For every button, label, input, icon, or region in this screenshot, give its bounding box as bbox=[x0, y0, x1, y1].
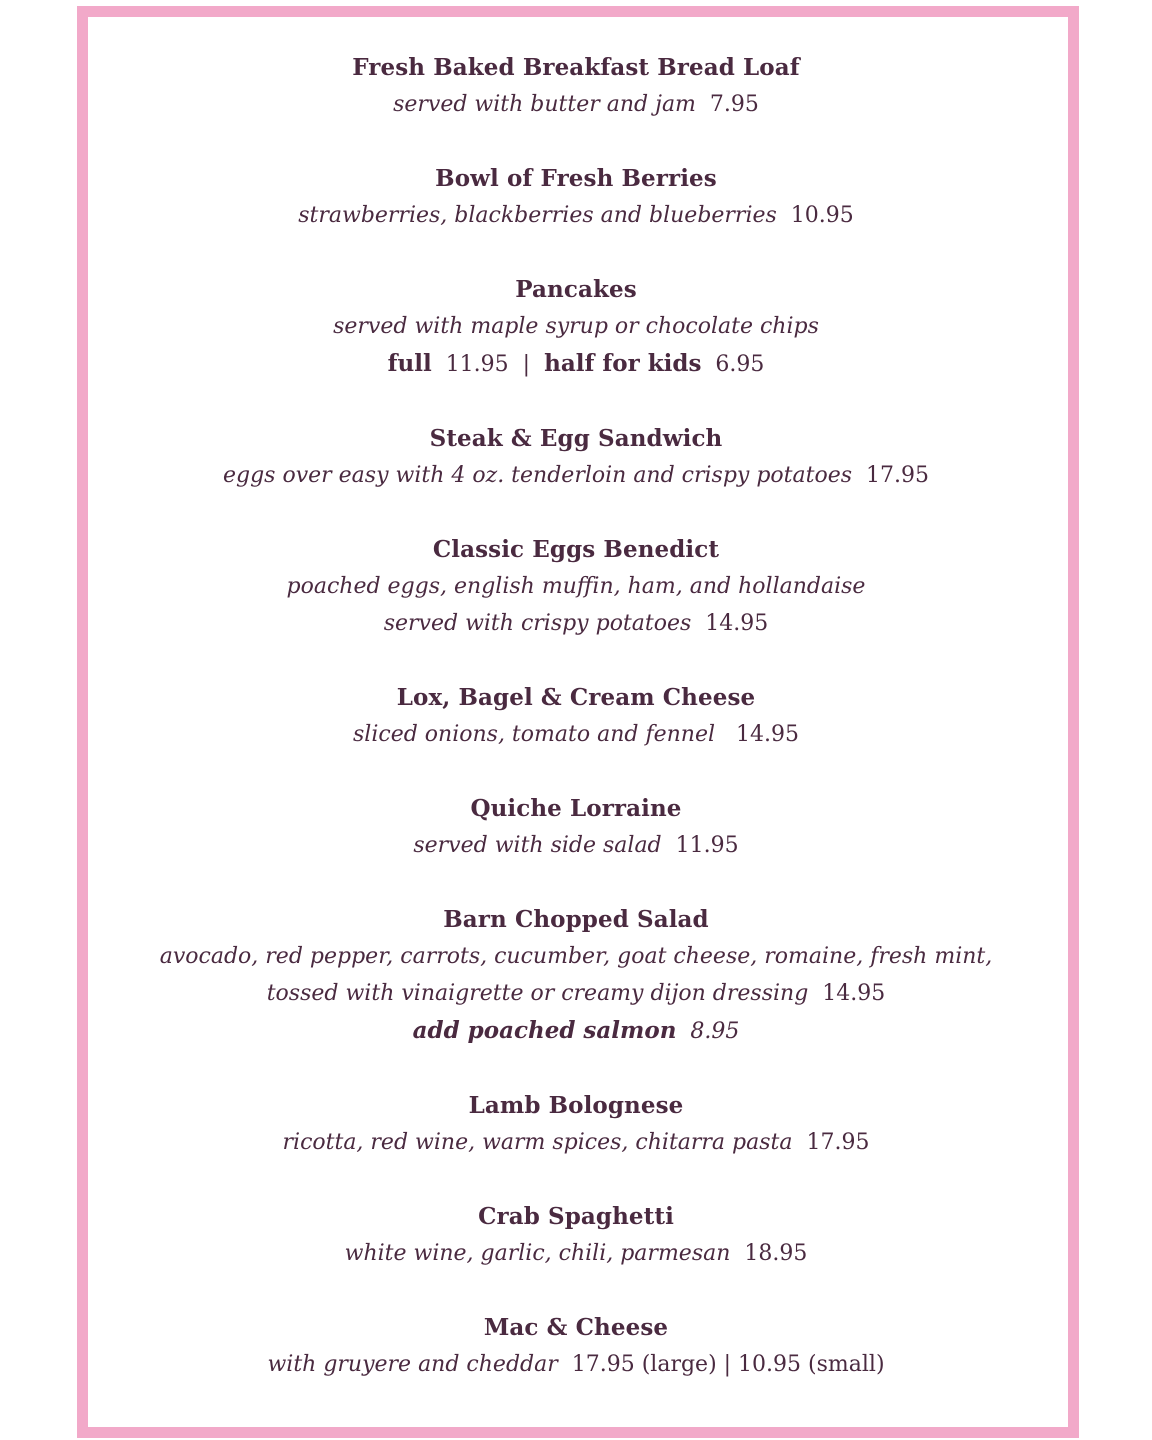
item-description bbox=[0, 827, 1152, 864]
item-description bbox=[0, 1346, 1152, 1383]
full-label: full bbox=[387, 350, 432, 377]
item-price: 11.95 bbox=[675, 833, 739, 858]
item-description-line2 bbox=[0, 975, 1152, 1012]
item-description-line2 bbox=[0, 605, 1152, 642]
menu-item-lamb-bolognese bbox=[0, 1087, 1152, 1161]
item-description bbox=[0, 197, 1152, 234]
menu-item-crab-spaghetti bbox=[0, 1198, 1152, 1272]
item-description bbox=[0, 1235, 1152, 1272]
item-price: 14.95 bbox=[705, 611, 769, 636]
menu-item-chopped-salad bbox=[0, 901, 1152, 1050]
menu-item-mac-cheese bbox=[0, 1309, 1152, 1383]
menu-item-steak-egg bbox=[0, 420, 1152, 494]
menu-item-lox-bagel bbox=[0, 679, 1152, 753]
item-price: 14.95 bbox=[735, 722, 799, 747]
item-description bbox=[0, 716, 1152, 753]
item-description-line1: avocado, red pepper, carrots, cucumber, goat cheese, romaine, fresh mint, bbox=[159, 944, 993, 969]
item-name: Mac & Cheese bbox=[483, 1314, 669, 1341]
item-description-text: served with crispy potatoes bbox=[383, 611, 692, 636]
menu-item-pancakes bbox=[0, 271, 1152, 383]
item-description: served with maple syrup or chocolate chips bbox=[333, 314, 819, 339]
item-description bbox=[0, 457, 1152, 494]
menu-list bbox=[0, 49, 1152, 1383]
addon-price: 8.95 bbox=[690, 1019, 740, 1044]
price-separator: | bbox=[522, 352, 531, 377]
item-description-text: eggs over easy with 4 oz. tenderloin and crispy potatoes bbox=[222, 463, 853, 488]
item-name: Lamb Bolognese bbox=[468, 1092, 684, 1119]
item-description-text: served with butter and jam bbox=[393, 92, 696, 117]
item-price: 17.95 bbox=[866, 463, 930, 488]
item-name: Lox, Bagel & Cream Cheese bbox=[396, 684, 756, 711]
menu-item-berries bbox=[0, 160, 1152, 234]
item-description-text: sliced onions, tomato and fennel bbox=[353, 722, 715, 747]
item-price: 14.95 bbox=[822, 981, 886, 1006]
item-description-text: tossed with vinaigrette or creamy dijon dressing bbox=[266, 981, 809, 1006]
half-label: half for kids bbox=[544, 350, 702, 377]
item-description-text: served with side salad bbox=[413, 833, 662, 858]
item-name: Steak & Egg Sandwich bbox=[429, 425, 723, 452]
item-name: Fresh Baked Breakfast Bread Loaf bbox=[352, 54, 800, 81]
item-price: 18.95 bbox=[744, 1241, 808, 1266]
menu-item-eggs-benedict bbox=[0, 531, 1152, 642]
item-description bbox=[0, 86, 1152, 123]
item-price: 7.95 bbox=[709, 92, 759, 117]
menu-item-bread-loaf bbox=[0, 49, 1152, 123]
item-price: 10.95 bbox=[790, 203, 854, 228]
item-name: Barn Chopped Salad bbox=[443, 906, 709, 933]
item-price: 17.95 (large) | 10.95 (small) bbox=[571, 1352, 885, 1377]
half-price: 6.95 bbox=[715, 352, 765, 377]
menu-item-quiche bbox=[0, 790, 1152, 864]
item-name: Classic Eggs Benedict bbox=[432, 536, 720, 563]
item-description-text: white wine, garlic, chili, parmesan bbox=[344, 1241, 731, 1266]
item-name: Crab Spaghetti bbox=[478, 1203, 674, 1230]
item-name: Bowl of Fresh Berries bbox=[435, 165, 717, 192]
item-description-text: with gruyere and cheddar bbox=[267, 1352, 558, 1377]
item-description-line1: poached eggs, english muffin, ham, and hollandaise bbox=[286, 574, 866, 599]
item-description-text: ricotta, red wine, warm spices, chitarra pasta bbox=[282, 1130, 793, 1155]
item-price: 17.95 bbox=[806, 1130, 870, 1155]
item-name: Pancakes bbox=[515, 276, 637, 303]
addon-label: add poached salmon bbox=[412, 1017, 677, 1044]
item-description bbox=[0, 1124, 1152, 1161]
item-description-text: strawberries, blackberries and blueberries bbox=[298, 203, 777, 228]
item-price-options bbox=[0, 345, 1152, 383]
item-name: Quiche Lorraine bbox=[470, 795, 682, 822]
full-price: 11.95 bbox=[445, 352, 509, 377]
item-addon bbox=[0, 1012, 1152, 1050]
